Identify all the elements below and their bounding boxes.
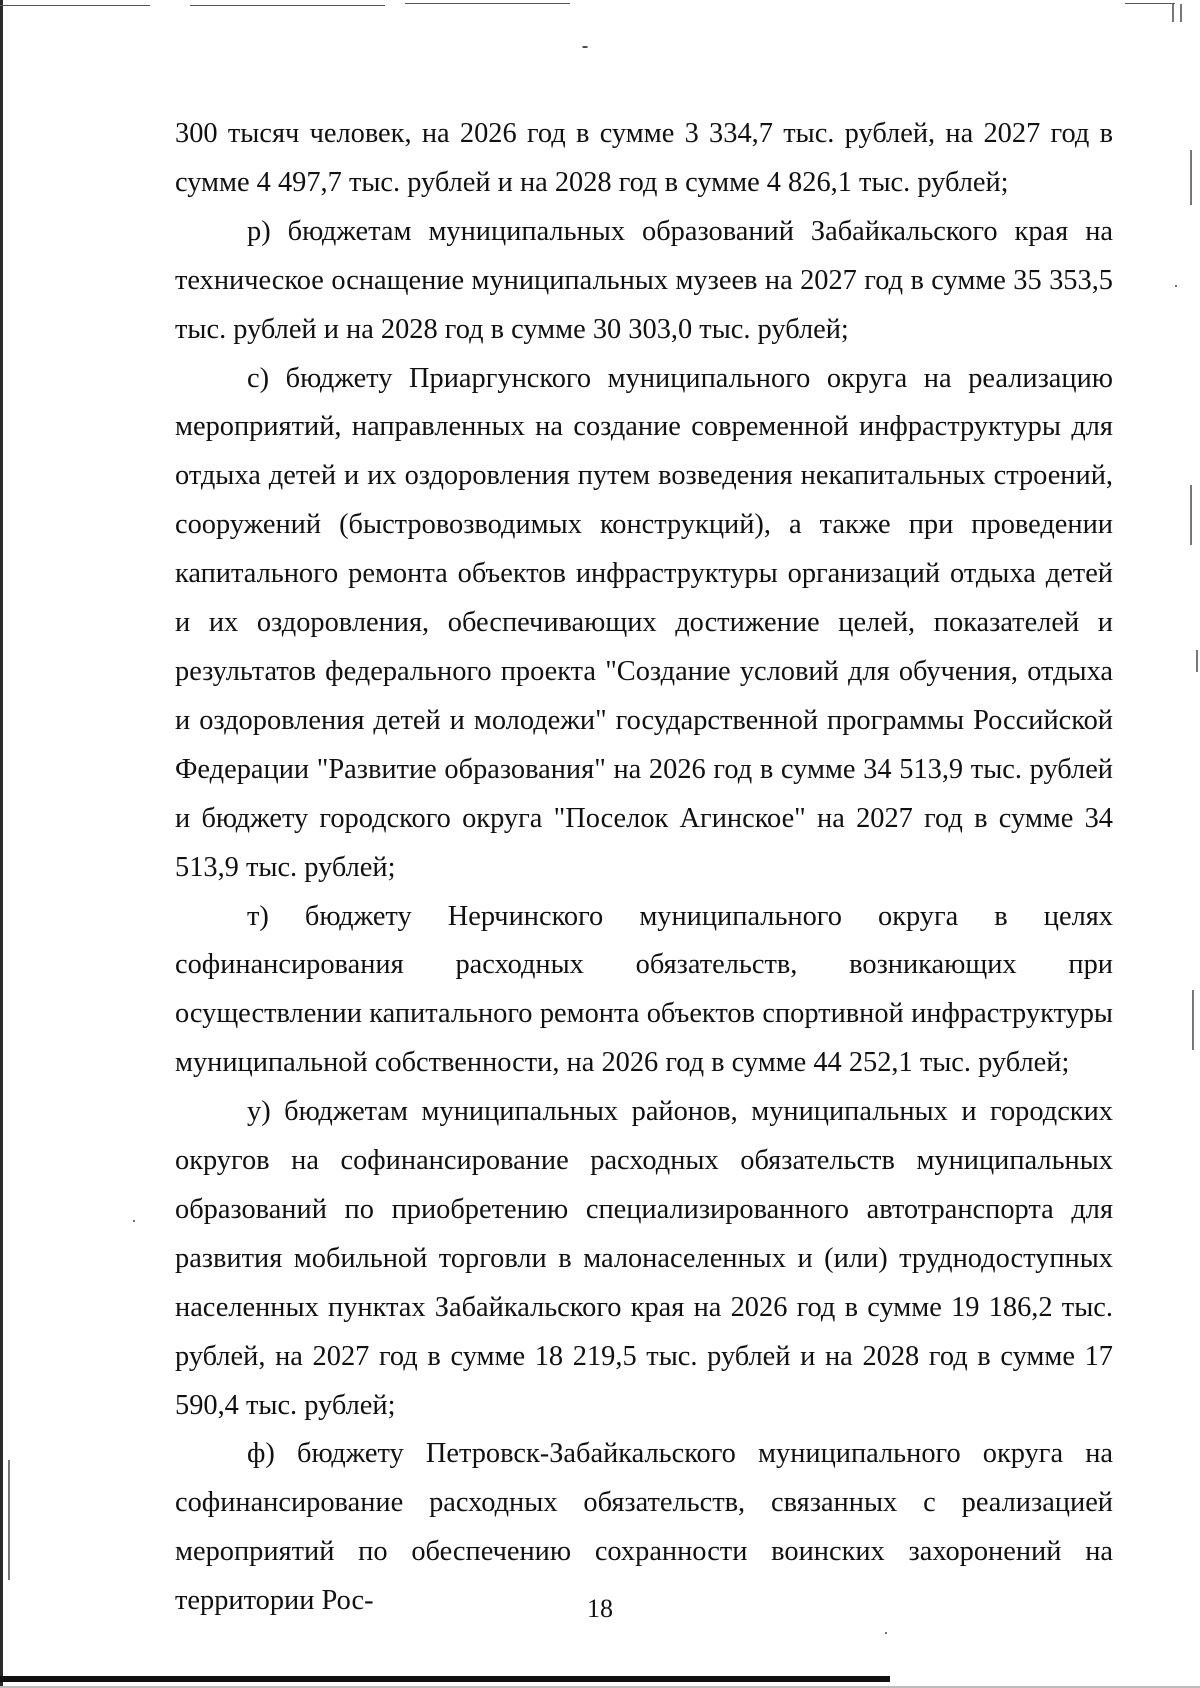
scan-top-rule (0, 5, 150, 6)
scan-right-mark (1190, 150, 1192, 205)
paragraph-item-u: у) бюджетам муниципальных районов, муниципальных и городских округов на софинансирование расходных обязательств муниципальных образований по приобретению специализированного автотранспорта для развития мобильной торговли в малонаселенных и (или) труднодоступных населенных пунктах Забайкальского края на 2026 год в сумме 19 186,2 тыс. рублей, на 2027 год в сумме 18 219,5 тыс. рублей и на 2028 год в сумме 17 590,4 тыс. рублей; (175, 1096, 1113, 1421)
paragraph-item-f: ф) бюджету Петровск-Забайкальского муниципального округа на софинансирование расходных обязательств, связанных с реализацией мероприятий по обеспечению сохранности воинских захоронений на территории Рос- (175, 1438, 1113, 1617)
scan-top-rule (405, 3, 570, 4)
scan-speck (133, 1220, 135, 1222)
scan-speck (582, 46, 588, 48)
scan-speck (1175, 285, 1177, 287)
scan-left-edge (0, 0, 3, 1688)
scan-top-rule (1125, 3, 1175, 4)
scan-right-mark (1192, 990, 1194, 1050)
scan-speck (885, 1632, 887, 1634)
paragraph-continuation: 300 тысяч человек, на 2026 год в сумме 3 334,7 тыс. рублей, на 2027 год в сумме 4 497,7 тыс. рублей и на 2028 год в сумме 4 826,1 тыс. рублей; (175, 118, 1113, 198)
scan-right-mark (1196, 650, 1198, 672)
scan-bottom-bar (0, 1676, 890, 1682)
paragraph-item-r: р) бюджетам муниципальных образований Забайкальского края на техническое оснащение муниципальных музеев на 2027 год в сумме 35 353,5 тыс. рублей и на 2028 год в сумме 30 303,0 тыс. рублей; (175, 215, 1113, 345)
scan-right-mark (1190, 485, 1192, 545)
scan-top-rule (190, 5, 385, 6)
scan-right-mark (1172, 4, 1174, 22)
scan-left-mark (8, 1460, 10, 1580)
body-text (175, 110, 1113, 1626)
page-number: 18 (587, 1594, 613, 1623)
paragraph-item-s: с) бюджету Приаргунского муниципального округа на реализацию мероприятий, направленных на создание современной инфраструктуры для отдыха детей и их оздоровления путем возведения некапитальных строений, сооружений (быстровозводимых конструкций), а также при проведении капитального ремонта объектов инфраструктуры организаций отдыха детей и их оздоровления, обеспечивающих достижение целей, показателей и результатов федерального проекта "Создание условий для обучения, отдыха и оздоровления детей и молодежи" государственной программы Российской Федерации "Развитие образования" на 2026 год в сумме 34 513,9 тыс. рублей и бюджету городского округа "Поселок Агинское" на 2027 год в сумме 34 513,9 тыс. рублей; (175, 362, 1113, 883)
paragraph-item-t: т) бюджету Нерчинского муниципального округа в целях софинансирования расходных обязательств, возникающих при осуществлении капитального ремонта объектов спортивной инфраструктуры муниципальной собственности, на 2026 год в сумме 44 252,1 тыс. рублей; (175, 900, 1113, 1079)
scan-right-mark (1180, 4, 1182, 22)
